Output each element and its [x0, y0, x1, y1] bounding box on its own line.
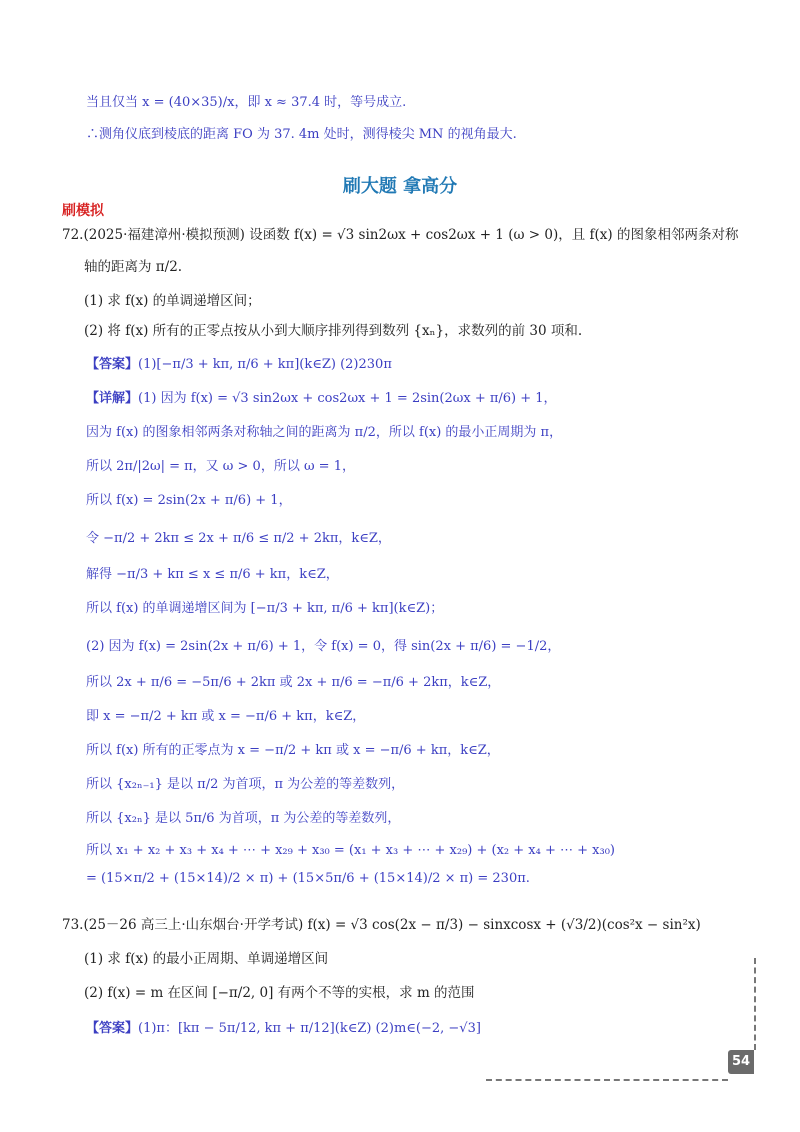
q73-part-2: (2) f(x) = m 在区间 [−π/2, 0] 有两个不等的实根，求 m 的范围	[84, 985, 475, 1001]
page-corner-dash-horizontal	[486, 1079, 728, 1081]
q72-detail-line-3: 所以 2π/|2ω| = π，又 ω > 0，所以 ω = 1，	[86, 459, 355, 474]
prev-solution-line-1: 当且仅当 x = (40×35)/x，即 x ≈ 37.4 时，等号成立.	[86, 95, 407, 110]
section-title: 刷大题 拿高分	[342, 176, 458, 197]
answer-tag: 【答案】	[86, 1021, 139, 1036]
q72-part-1: (1) 求 f(x) 的单调递增区间；	[84, 293, 261, 309]
q72-detail-line-12: 所以 {x₂ₙ₋₁} 是以 π/2 为首项，π 为公差的等差数列，	[86, 777, 405, 792]
q72-detail-line-4: 所以 f(x) = 2sin(2x + π/6) + 1，	[86, 493, 292, 508]
page-corner-dash-vertical	[754, 958, 756, 1050]
q73-answer-text: (1)π：[kπ − 5π/12, kπ + π/12](k∈Z) (2)m∈(−2, −√3]	[138, 1021, 481, 1036]
q73-stem: 73.(25－26 高三上·山东烟台·开学考试) f(x) = √3 cos(2x − π/3) − sinxcosx + (√3/2)(cos²x − sin²x)	[62, 917, 701, 933]
q72-detail-line-10: 即 x = −π/2 + kπ 或 x = −π/6 + kπ，k∈Z，	[86, 709, 366, 724]
q72-stem-line-2: 轴的距离为 π/2.	[84, 259, 183, 275]
detail-tag: 【详解】	[86, 391, 139, 406]
q72-detail-line-15: = (15×π/2 + (15×14)/2 × π) + (15×5π/6 + (15×14)/2 × π) = 230π.	[86, 871, 530, 886]
q72-detail-line-2: 因为 f(x) 的图象相邻两条对称轴之间的距离为 π/2，所以 f(x) 的最小正周期为 π，	[86, 425, 563, 440]
q72-detail-line-11: 所以 f(x) 所有的正零点为 x = −π/2 + kπ 或 x = −π/6 + kπ，k∈Z，	[86, 743, 500, 758]
q72-detail-text-1: (1) 因为 f(x) = √3 sin2ωx + cos2ωx + 1 = 2sin(2ωx + π/6) + 1，	[138, 391, 557, 406]
q72-detail-line-9: 所以 2x + π/6 = −5π/6 + 2kπ 或 2x + π/6 = −π/6 + 2kπ，k∈Z，	[86, 675, 501, 690]
sub-tag-simulation: 刷模拟	[62, 203, 104, 219]
q72-detail-line-7: 所以 f(x) 的单调递增区间为 [−π/3 + kπ, π/6 + kπ](k∈Z)；	[86, 601, 444, 616]
q73-answer	[86, 1020, 481, 1038]
page-number: 54	[728, 1050, 754, 1074]
q72-detail-line-14: 所以 x₁ + x₂ + x₃ + x₄ + ⋯ + x₂₉ + x₃₀ = (x₁ + x₃ + ⋯ + x₂₉) + (x₂ + x₄ + ⋯ + x₃₀)	[86, 843, 615, 858]
prev-solution-line-2: ∴测角仪底到棱底的距离 FO 为 37. 4m 处时，测得棱尖 MN 的视角最大.	[86, 127, 517, 142]
q72-detail-line-5: 令 −π/2 + 2kπ ≤ 2x + π/6 ≤ π/2 + 2kπ，k∈Z，	[86, 531, 391, 546]
answer-tag: 【答案】	[86, 357, 139, 372]
q72-detail-line-6: 解得 −π/3 + kπ ≤ x ≤ π/6 + kπ，k∈Z，	[86, 567, 339, 582]
q72-detail-line-13: 所以 {x₂ₙ} 是以 5π/6 为首项，π 为公差的等差数列，	[86, 811, 401, 826]
q72-part-2: (2) 将 f(x) 所有的正零点按从小到大顺序排列得到数列 {xₙ}，求数列的前 30 项和.	[84, 323, 583, 339]
q72-answer	[86, 356, 392, 374]
q73-part-1: (1) 求 f(x) 的最小正周期、单调递增区间	[84, 951, 329, 967]
q72-detail-line-1	[86, 390, 557, 408]
q72-answer-text: (1)[−π/3 + kπ, π/6 + kπ](k∈Z) (2)230π	[138, 357, 392, 372]
q72-detail-line-8: (2) 因为 f(x) = 2sin(2x + π/6) + 1，令 f(x) = 0，得 sin(2x + π/6) = −1/2，	[86, 639, 561, 654]
q72-stem-line-1: 72.(2025·福建漳州·模拟预测) 设函数 f(x) = √3 sin2ωx + cos2ωx + 1 (ω > 0)，且 f(x) 的图象相邻两条对称	[62, 227, 739, 243]
